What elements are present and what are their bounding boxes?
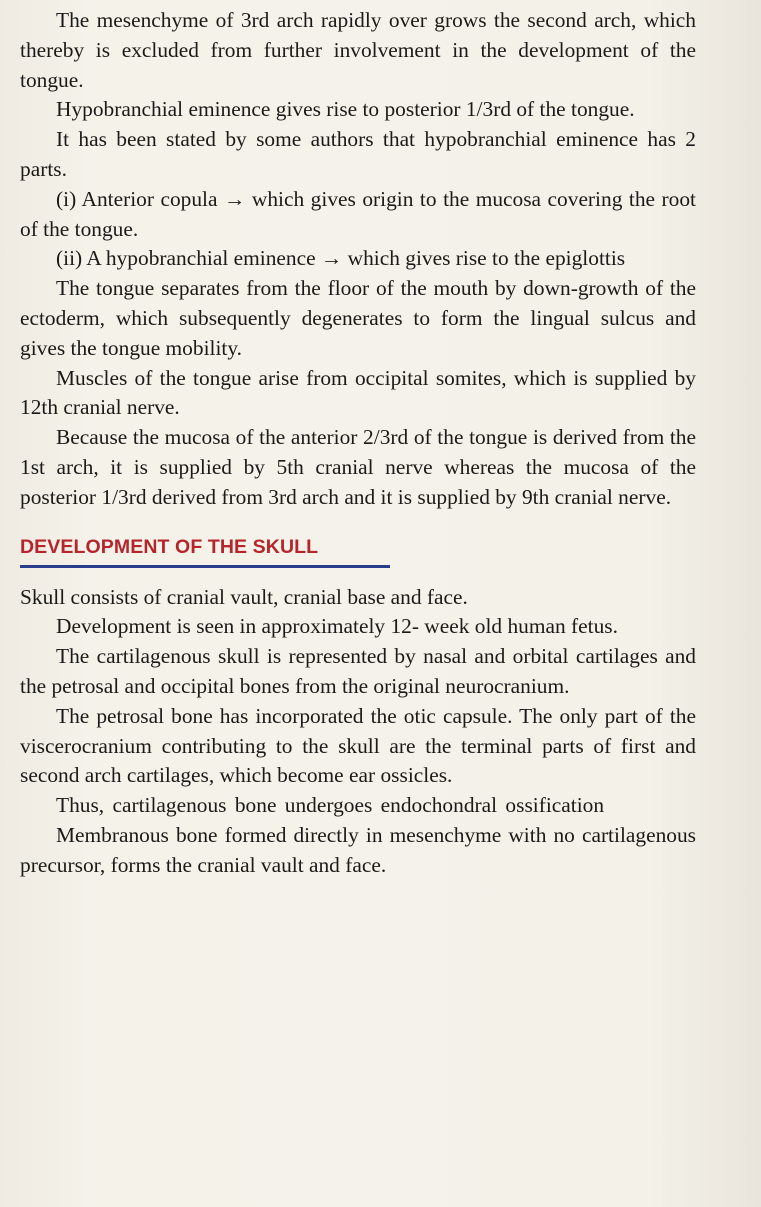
- paragraph-petrosal-bone: The petrosal bone has incorporated the otic capsule. The only part of the viscerocranium contributing to the skull are the terminal parts of first and second arch cartilages, which become ear ossicles.: [20, 703, 696, 788]
- paragraph-tongue-nerve-supply: Because the mucosa of the anterior 2/3rd of the tongue is derived from the 1st arch, it is supplied by 5th cranial nerve whereas the mucosa of the posterior 1/3rd derived from 3rd arch and it is supplied by 9th cranial nerve.: [20, 425, 696, 509]
- paragraph-skull-components: Skull consists of cranial vault, cranial base and face.: [20, 584, 468, 609]
- section-heading-block: [20, 531, 696, 571]
- page-content: [20, 6, 696, 881]
- paragraph-endochondral-ossification: Thus, cartilagenous bone undergoes endochondral ossification: [56, 793, 605, 818]
- heading-underline: [20, 565, 390, 568]
- paragraph-skull-development-age: Development is seen in approximately 12- week old human fetus.: [56, 614, 618, 639]
- paragraph-mesenchyme-third-arch: The mesenchyme of 3rd arch rapidly over grows the second arch, which thereby is excluded from further involvement in the development of the tongue.: [20, 8, 696, 92]
- paragraph-cartilagenous-skull: The cartilagenous skull is represented by nasal and orbital cartilages and the petrosal and occipital bones from the original neurocranium.: [20, 644, 696, 698]
- paragraph-tongue-separation: The tongue separates from the floor of the mouth by down-growth of the ectoderm, which subsequently degenerates to form the lingual sulcus and gives the tongue mobility.: [20, 276, 696, 360]
- paragraph-epiglottis: (ii) A hypobranchial eminence → which gives rise to the epiglottis: [56, 246, 626, 271]
- paragraph-hypobranchial-two-parts: It has been stated by some authors that hypobranchial eminence has 2 parts.: [20, 127, 696, 181]
- paragraph-anterior-copula: (i) Anterior copula → which gives origin to the mucosa covering the root of the tongue.: [20, 186, 696, 241]
- paragraph-tongue-muscles: Muscles of the tongue arise from occipital somites, which is supplied by 12th cranial nerve.: [20, 365, 696, 420]
- section-heading: DEVELOPMENT OF THE SKULL: [20, 535, 319, 558]
- paragraph-membranous-bone: Membranous bone formed directly in mesenchyme with no cartilagenous precursor, forms the cranial vault and face.: [20, 822, 696, 877]
- paragraph-hypobranchial-posterior: Hypobranchial eminence gives rise to posterior 1/3rd of the tongue.: [56, 97, 635, 122]
